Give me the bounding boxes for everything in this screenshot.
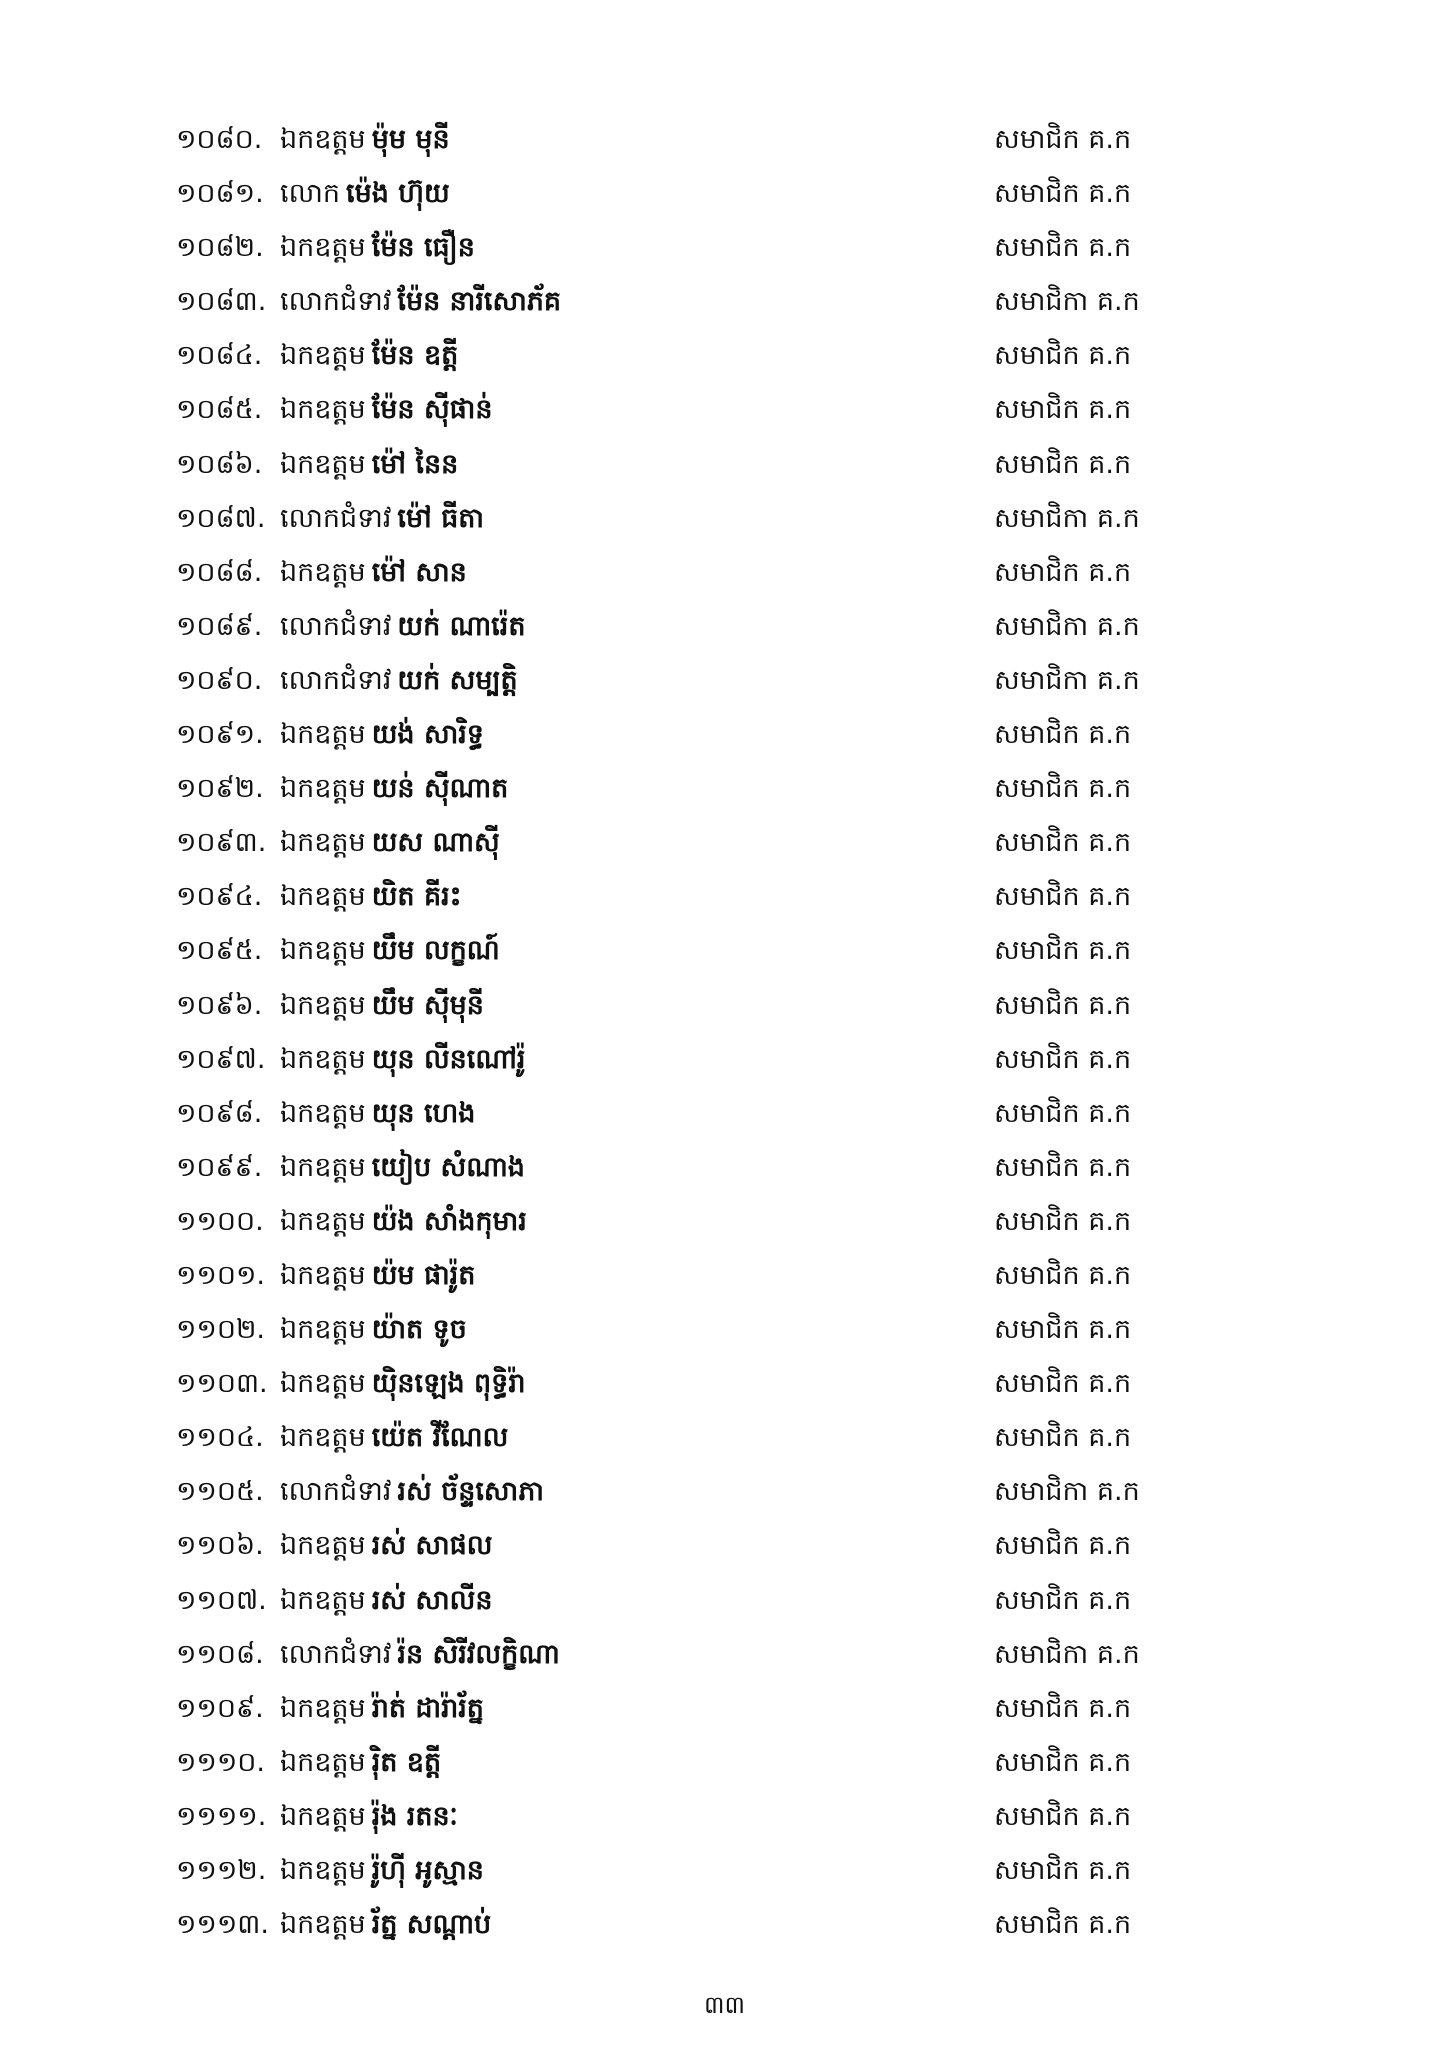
title-text: ឯកឧត្តម xyxy=(280,1909,366,1941)
page-number: ៣៣ xyxy=(703,1991,745,2019)
item-number: ១១០៩. xyxy=(176,1692,264,1724)
honorific-title xyxy=(280,986,484,1026)
member-name: យៀប សំណាង xyxy=(371,1151,525,1183)
member-role: សមាជិក គ.ក xyxy=(994,1043,1132,1075)
list-item xyxy=(176,1518,1176,1572)
title-text: ឯកឧត្តម xyxy=(280,1151,366,1183)
list-item xyxy=(176,599,1176,653)
honorific-title xyxy=(280,1418,508,1458)
title-text: ឯកឧត្តម xyxy=(280,124,366,155)
honorific-title xyxy=(280,553,467,593)
honorific-title xyxy=(280,1040,525,1080)
member-name: រស់ សាផល xyxy=(371,1530,493,1562)
member-role: សមាជិកា គ.ក xyxy=(994,286,1140,318)
honorific-title xyxy=(280,607,525,647)
list-item xyxy=(176,1194,1176,1248)
honorific-title xyxy=(280,1202,527,1242)
item-number: ១០៨៣. xyxy=(176,286,267,318)
item-number: ១១១២. xyxy=(176,1855,267,1886)
list-item xyxy=(176,1032,1176,1086)
title-text: ឯកឧត្តម xyxy=(280,232,366,264)
honorific-title xyxy=(280,1797,458,1837)
member-name: ម៉ែន ធឿន xyxy=(371,232,475,264)
honorific-title xyxy=(280,282,561,322)
honorific-title xyxy=(280,390,493,430)
item-number: ១០៨០. xyxy=(176,124,263,155)
member-role: សមាជិក គ.ក xyxy=(994,124,1132,155)
item-number: ១០៨២. xyxy=(176,232,264,264)
honorific-title xyxy=(280,1526,493,1566)
member-role: សមាជិក គ.ក xyxy=(994,1584,1132,1616)
item-number: ១០៩៩. xyxy=(176,1151,263,1183)
list-item xyxy=(176,1140,1176,1194)
list-item xyxy=(176,328,1176,382)
honorific-title xyxy=(280,1743,441,1783)
item-number: ១០៨៨. xyxy=(176,556,263,588)
title-text: ឯកឧត្តម xyxy=(280,1800,366,1832)
list-item xyxy=(176,112,1176,166)
member-role: សមាជិក គ.ក xyxy=(994,989,1132,1021)
list-item xyxy=(176,815,1176,869)
list-item xyxy=(176,1410,1176,1464)
member-name: ម៉ៅ នៃន xyxy=(371,448,459,480)
honorific-title xyxy=(280,174,450,214)
title-text: លោកជំទាវ xyxy=(280,286,392,318)
member-role: សមាជិកា គ.ក xyxy=(994,1638,1140,1670)
title-text: លោកជំទាវ xyxy=(280,502,392,534)
honorific-title xyxy=(280,1689,484,1729)
title-text: ឯកឧត្តម xyxy=(280,340,366,372)
member-role: សមាជិក គ.ក xyxy=(994,1151,1132,1183)
member-role: សមាជិក គ.ក xyxy=(994,1314,1132,1346)
member-list xyxy=(176,112,1176,1951)
item-number: ១០៨៧. xyxy=(176,502,266,534)
item-number: ១០៩៤. xyxy=(176,881,263,913)
title-text: ឯកឧត្តម xyxy=(280,394,366,426)
item-number: ១១០៨. xyxy=(176,1638,264,1670)
list-item xyxy=(176,923,1176,977)
member-name: យុន ហេង xyxy=(371,1097,476,1129)
title-text: ឯកឧត្តម xyxy=(280,1422,366,1454)
item-number: ១១០៤. xyxy=(176,1422,264,1454)
list-item xyxy=(176,978,1176,1032)
list-item xyxy=(176,1464,1176,1518)
item-number: ១១០៣. xyxy=(176,1368,268,1400)
item-number: ១០៩៥. xyxy=(176,935,263,967)
member-name: ម៉ែន នារីសោភ័គ xyxy=(397,286,562,318)
honorific-title xyxy=(280,877,462,917)
item-number: ១០៩០. xyxy=(176,664,263,696)
member-name: រស់ ច័ន្ទសោភា xyxy=(397,1476,544,1508)
list-item xyxy=(176,1681,1176,1735)
honorific-title xyxy=(280,1256,475,1296)
member-role: សមាជិក គ.ក xyxy=(994,340,1132,372)
member-role: សមាជិក គ.ក xyxy=(994,1422,1132,1454)
list-item xyxy=(176,1356,1176,1410)
title-text: លោក xyxy=(280,178,340,210)
member-role: សមាជិក គ.ក xyxy=(994,1205,1132,1237)
list-item xyxy=(176,382,1176,436)
title-text: ឯកឧត្តម xyxy=(280,1530,366,1562)
honorific-title xyxy=(280,228,475,268)
title-text: ឯកឧត្តម xyxy=(280,989,366,1021)
member-name: យ៉ង សាំងកុមារ xyxy=(371,1205,527,1237)
item-number: ១០៩២. xyxy=(176,773,264,805)
member-name: ម៉េង ហ៊ុយ xyxy=(346,178,450,210)
item-number: ១០៩៨. xyxy=(176,1097,263,1129)
item-number: ១១១៣. xyxy=(176,1909,269,1941)
member-role: សមាជិក គ.ក xyxy=(994,1746,1132,1778)
item-number: ១១០៦. xyxy=(176,1530,264,1562)
member-role: សមាជិក គ.ក xyxy=(994,1800,1132,1832)
list-item xyxy=(176,166,1176,220)
member-role: សមាជិកា គ.ក xyxy=(994,1476,1140,1508)
member-name: រ៉ូហ៊ី អូស្មាន xyxy=(371,1855,484,1886)
item-number: ១១០៧. xyxy=(176,1584,267,1616)
member-name: យក់ ណារ៉េត xyxy=(397,610,526,642)
title-text: លោកជំទាវ xyxy=(280,1476,392,1508)
list-item xyxy=(176,1573,1176,1627)
honorific-title xyxy=(280,1472,544,1512)
list-item xyxy=(176,653,1176,707)
title-text: ឯកឧត្តម xyxy=(280,1855,366,1886)
list-item xyxy=(176,545,1176,599)
item-number: ១០៩១. xyxy=(176,719,264,751)
item-number: ១១១១. xyxy=(176,1800,267,1832)
honorific-title xyxy=(280,1581,493,1621)
title-text: ឯកឧត្តម xyxy=(280,1746,366,1778)
member-name: រ៉ិត ឧត្តី xyxy=(371,1746,442,1778)
list-item xyxy=(176,1627,1176,1681)
member-role: សមាជិក គ.ក xyxy=(994,1097,1132,1129)
title-text: ឯកឧត្តម xyxy=(280,1584,366,1616)
member-name: យឹម លក្ខណ៍ xyxy=(371,935,500,967)
member-role: សមាជិក គ.ក xyxy=(994,1368,1132,1400)
member-name: រ៉ន សិរីវលក្ខិណា xyxy=(397,1638,560,1670)
honorific-title xyxy=(280,1310,467,1350)
list-item xyxy=(176,1302,1176,1356)
item-number: ១០៩៦. xyxy=(176,989,263,1021)
honorific-title xyxy=(280,1364,525,1404)
member-name: យន់ ស៊ីណាត xyxy=(371,773,509,805)
list-item xyxy=(176,1843,1176,1897)
member-role: សមាជិកា គ.ក xyxy=(994,502,1140,534)
member-role: សមាជិក គ.ក xyxy=(994,719,1132,751)
title-text: លោកជំទាវ xyxy=(280,1638,392,1670)
member-role: សមាជិកា គ.ក xyxy=(994,610,1140,642)
member-name: យស ណាស៊ី xyxy=(371,827,500,859)
list-item xyxy=(176,1789,1176,1843)
honorific-title xyxy=(280,823,500,863)
title-text: ឯកឧត្តម xyxy=(280,1368,366,1400)
list-item xyxy=(176,220,1176,274)
honorific-title xyxy=(280,1851,484,1891)
title-text: ឯកឧត្តម xyxy=(280,1692,366,1724)
item-number: ១០៨៤. xyxy=(176,340,263,372)
item-number: ១១០២. xyxy=(176,1314,266,1346)
item-number: ១០៨៩. xyxy=(176,610,263,642)
title-text: ឯកឧត្តម xyxy=(280,448,366,480)
honorific-title xyxy=(280,769,508,809)
member-role: សមាជិក គ.ក xyxy=(994,1909,1132,1941)
title-text: ឯកឧត្តម xyxy=(280,881,366,913)
member-name: យឹម ស៊ីមុនី xyxy=(371,989,484,1021)
title-text: ឯកឧត្តម xyxy=(280,827,366,859)
list-item xyxy=(176,1897,1176,1951)
member-role: សមាជិក គ.ក xyxy=(994,178,1132,210)
member-role: សមាជិក គ.ក xyxy=(994,232,1132,264)
title-text: ឯកឧត្តម xyxy=(280,1259,366,1291)
member-name: យ៉េត វីណែល xyxy=(371,1422,509,1454)
list-item xyxy=(176,274,1176,328)
member-role: សមាជិក គ.ក xyxy=(994,394,1132,426)
honorific-title xyxy=(280,499,484,539)
title-text: ឯកឧត្តម xyxy=(280,1314,366,1346)
member-role: សមាជិក គ.ក xyxy=(994,881,1132,913)
member-role: សមាជិក គ.ក xyxy=(994,773,1132,805)
member-role: សមាជិក គ.ក xyxy=(994,556,1132,588)
member-role: សមាជិក គ.ក xyxy=(994,1855,1132,1886)
member-role: សមាជិក គ.ក xyxy=(994,1530,1132,1562)
item-number: ១០៨៥. xyxy=(176,394,263,426)
member-name: យុន លីនណៅរ៉ូ xyxy=(371,1043,526,1075)
list-item xyxy=(176,707,1176,761)
list-item xyxy=(176,491,1176,545)
member-name: រស់ សាលីន xyxy=(371,1584,493,1616)
item-number: ១១០៥. xyxy=(176,1476,264,1508)
title-text: ឯកឧត្តម xyxy=(280,935,366,967)
title-text: ឯកឧត្តម xyxy=(280,773,366,805)
member-name: ម៉ៅ ធីតា xyxy=(397,502,484,534)
honorific-title xyxy=(280,120,450,160)
list-item xyxy=(176,761,1176,815)
honorific-title xyxy=(280,1094,475,1134)
title-text: លោកជំទាវ xyxy=(280,610,392,642)
list-item xyxy=(176,869,1176,923)
member-name: ម៉ុម មុនី xyxy=(371,124,450,155)
member-name: យ៉ាត ទូច xyxy=(371,1314,467,1346)
list-item xyxy=(176,1086,1176,1140)
honorific-title xyxy=(280,445,458,485)
member-name: រ័ត្ន សណ្ដាប់ xyxy=(371,1909,492,1941)
member-name: ម៉ែន ស៊ីផាន់ xyxy=(371,394,493,426)
item-number: ១០៨១. xyxy=(176,178,264,210)
honorific-title xyxy=(280,715,484,755)
member-name: យ៉ម ផារ៉ូត xyxy=(371,1259,476,1291)
title-text: ឯកឧត្តម xyxy=(280,1205,366,1237)
member-role: សមាជិក គ.ក xyxy=(994,827,1132,859)
title-text: លោកជំទាវ xyxy=(280,664,392,696)
honorific-title xyxy=(280,336,458,376)
item-number: ១០៩៧. xyxy=(176,1043,266,1075)
member-name: យង់ សារិទ្ធ xyxy=(371,719,484,751)
title-text: ឯកឧត្តម xyxy=(280,719,366,751)
member-role: សមាជិក គ.ក xyxy=(994,448,1132,480)
honorific-title xyxy=(280,1635,560,1675)
item-number: ១០៨៦. xyxy=(176,448,263,480)
list-item xyxy=(176,1735,1176,1789)
member-name: រ៉ុង រតនៈ xyxy=(371,1800,458,1832)
item-number: ១១០០. xyxy=(176,1205,264,1237)
item-number: ១០៩៣. xyxy=(176,827,267,859)
member-name: យក់ សម្បត្តិ xyxy=(397,664,518,696)
member-name: ម៉ែន ឧត្តី xyxy=(371,340,459,372)
list-item xyxy=(176,437,1176,491)
member-name: រ៉ាត់ ដារ៉ារ័ត្ន xyxy=(371,1692,484,1724)
honorific-title xyxy=(280,661,518,701)
member-role: សមាជិក គ.ក xyxy=(994,1259,1132,1291)
title-text: ឯកឧត្តម xyxy=(280,1043,366,1075)
title-text: ឯកឧត្តម xyxy=(280,1097,366,1129)
member-name: យិត គីរះ xyxy=(371,881,462,913)
member-role: សមាជិក គ.ក xyxy=(994,935,1132,967)
item-number: ១១០១. xyxy=(176,1259,266,1291)
honorific-title xyxy=(280,1148,525,1188)
honorific-title xyxy=(280,1905,491,1945)
honorific-title xyxy=(280,931,500,971)
list-item xyxy=(176,1248,1176,1302)
member-name: ម៉ៅ សាន xyxy=(371,556,467,588)
member-name: យ៉ិនឡេង ពុទ្ធិរ៉ា xyxy=(371,1368,526,1400)
title-text: ឯកឧត្តម xyxy=(280,556,366,588)
member-role: សមាជិកា គ.ក xyxy=(994,664,1140,696)
member-role: សមាជិក គ.ក xyxy=(994,1692,1132,1724)
item-number: ១១១០. xyxy=(176,1746,266,1778)
